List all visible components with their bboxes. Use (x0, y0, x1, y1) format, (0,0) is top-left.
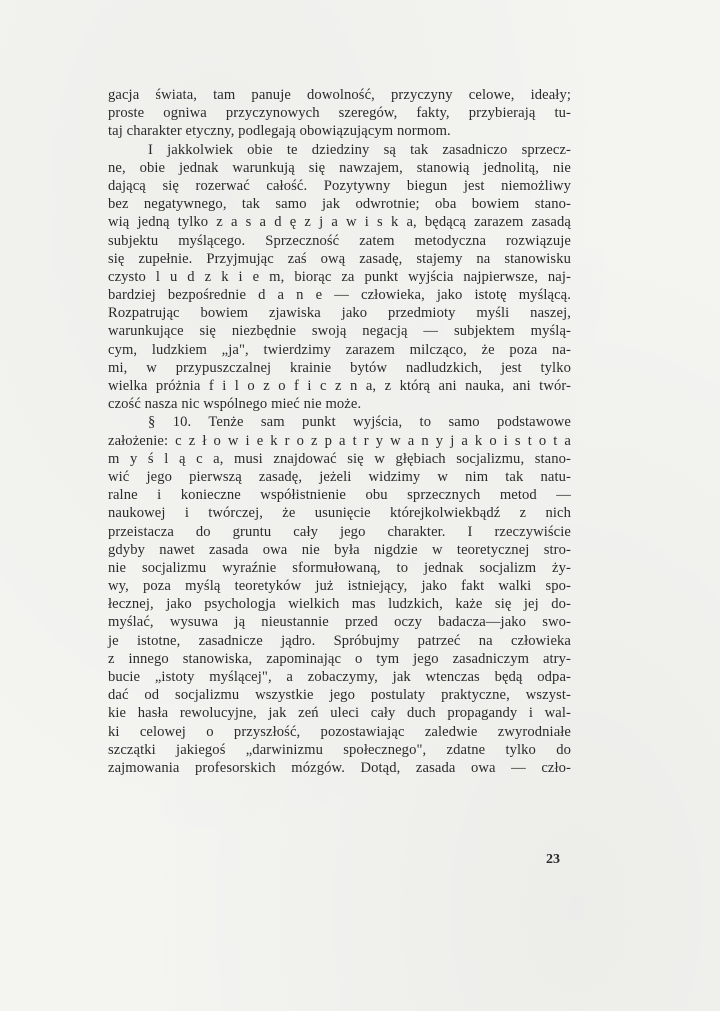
text-line: dającą się rozerwać całość. Pozytywny biegun jest niemożliwy (108, 177, 571, 194)
text-line: szczątki jakiegoś „darwinizmu społecznego", zdatne tylko do (108, 741, 571, 758)
text-line: z innego stanowiska, zapominając o tym jego zasadniczym atry- (108, 650, 571, 667)
text-line: bardziej bezpośrednie d a n e — człowieka, jako istotę myślącą. (108, 287, 571, 304)
page-number: 23 (546, 852, 560, 867)
text-line: cym, ludzkiem „ja", twierdzimy zarazem milcząco, że poza na- (108, 341, 571, 358)
body-text (108, 86, 571, 777)
text-line: bucie „istoty myślącej", a zobaczymy, jak wtenczas będą odpa- (108, 669, 571, 685)
text-line: ki celowej o przyszłość, pozostawiając zaledwie zwyrodniałe (108, 723, 571, 740)
text-line: przeistacza do gruntu cały jego charakter. I rzeczywiście (108, 523, 571, 540)
text-line: m y ś l ą c a, musi znajdować się w głębiach socjalizmu, stano- (108, 450, 571, 467)
text-line: mi, w przypuszczalnej krainie bytów nadludzkich, jest tylko (108, 359, 571, 376)
text-line: dać od socjalizmu wszystkie jego postulaty praktyczne, wszyst- (108, 687, 571, 704)
text-line: gacja świata, tam panuje dowolność, przyczyny celowe, ideały; (108, 87, 571, 103)
text-line: wy, poza myślą teoretyków już istniejący, jako fakt walki spo- (108, 578, 571, 595)
text-line: wić jego pierwszą zasadę, jeżeli widzimy w nim tak natu- (108, 468, 571, 485)
text-line: taj charakter etyczny, podlegają obowiązującym normom. (108, 123, 451, 140)
text-line: założenie: c z ł o w i e k r o z p a t r y w a n y j a k o i s t o t a (108, 432, 571, 449)
text-line: subjektu myślącego. Sprzeczność zatem metodyczna rozwiązuje (108, 232, 571, 249)
text-line: łecznej, jako psychologja wielkich mas ludzkich, każe się jej do- (108, 596, 571, 613)
text-line: ne, obie jednak warunkują się nawzajem, stanowią jednolitą, nie (108, 159, 571, 176)
text-line: zajmowania profesorskich mózgów. Dotąd, zasada owa — czło- (108, 759, 571, 776)
text-line: się zupełnie. Przyjmując zaś ową zasadę, stajemy na stanowisku (108, 250, 571, 267)
text-line: je istotne, zasadnicze jądro. Spróbujmy patrzeć na człowieka (108, 632, 571, 649)
text-line: gdyby nawet zasada owa nie była nigdzie w teoretycznej stro- (108, 541, 571, 558)
text-line: wią jedną tylko z a s a d ę z j a w i s k a, będącą zarazem zasadą (108, 214, 571, 231)
text-line: Rozpatrując bowiem zjawiska jako przedmioty myśli naszej, (108, 305, 571, 322)
text-line: naukowej i twórczej, że usunięcie którejkolwiekbądź z nich (108, 505, 571, 522)
text-line: wielka próżnia f i l o z o f i c z n a, z którą ani nauka, ani twór- (108, 378, 571, 394)
text-line: I jakkolwiek obie te dziedziny są tak zasadniczo sprzecz- (148, 141, 571, 158)
text-line: myślać, wysuwa ją nieustannie przed oczy badacza—jako swo- (108, 614, 571, 631)
text-line: bez negatywnego, tak samo jak odwrotnie; oba bowiem stano- (108, 196, 571, 213)
text-line: § 10. Tenże sam punkt wyjścia, to samo podstawowe (148, 414, 571, 431)
text-line: ralne i konieczne współistnienie obu sprzecznych metod — (108, 487, 571, 504)
text-line: czysto l u d z k i e m, biorąc za punkt wyjścia najpierwsze, naj- (108, 268, 571, 285)
text-line: proste ogniwa przyczynowych szeregów, fakty, przybierają tu- (108, 105, 571, 122)
text-line: nie socjalizmu wyraźnie sformułowaną, to jednak socjalizm ży- (108, 559, 571, 576)
text-line: warunkujące się niezbędnie swoją negacją — subjektem myślą- (108, 323, 571, 340)
text-line: czość nasza nic wspólnego mieć nie może. (108, 396, 362, 413)
text-line: kie hasła rewolucyjne, jak zeń uleci cały duch propagandy i wal- (108, 705, 571, 722)
